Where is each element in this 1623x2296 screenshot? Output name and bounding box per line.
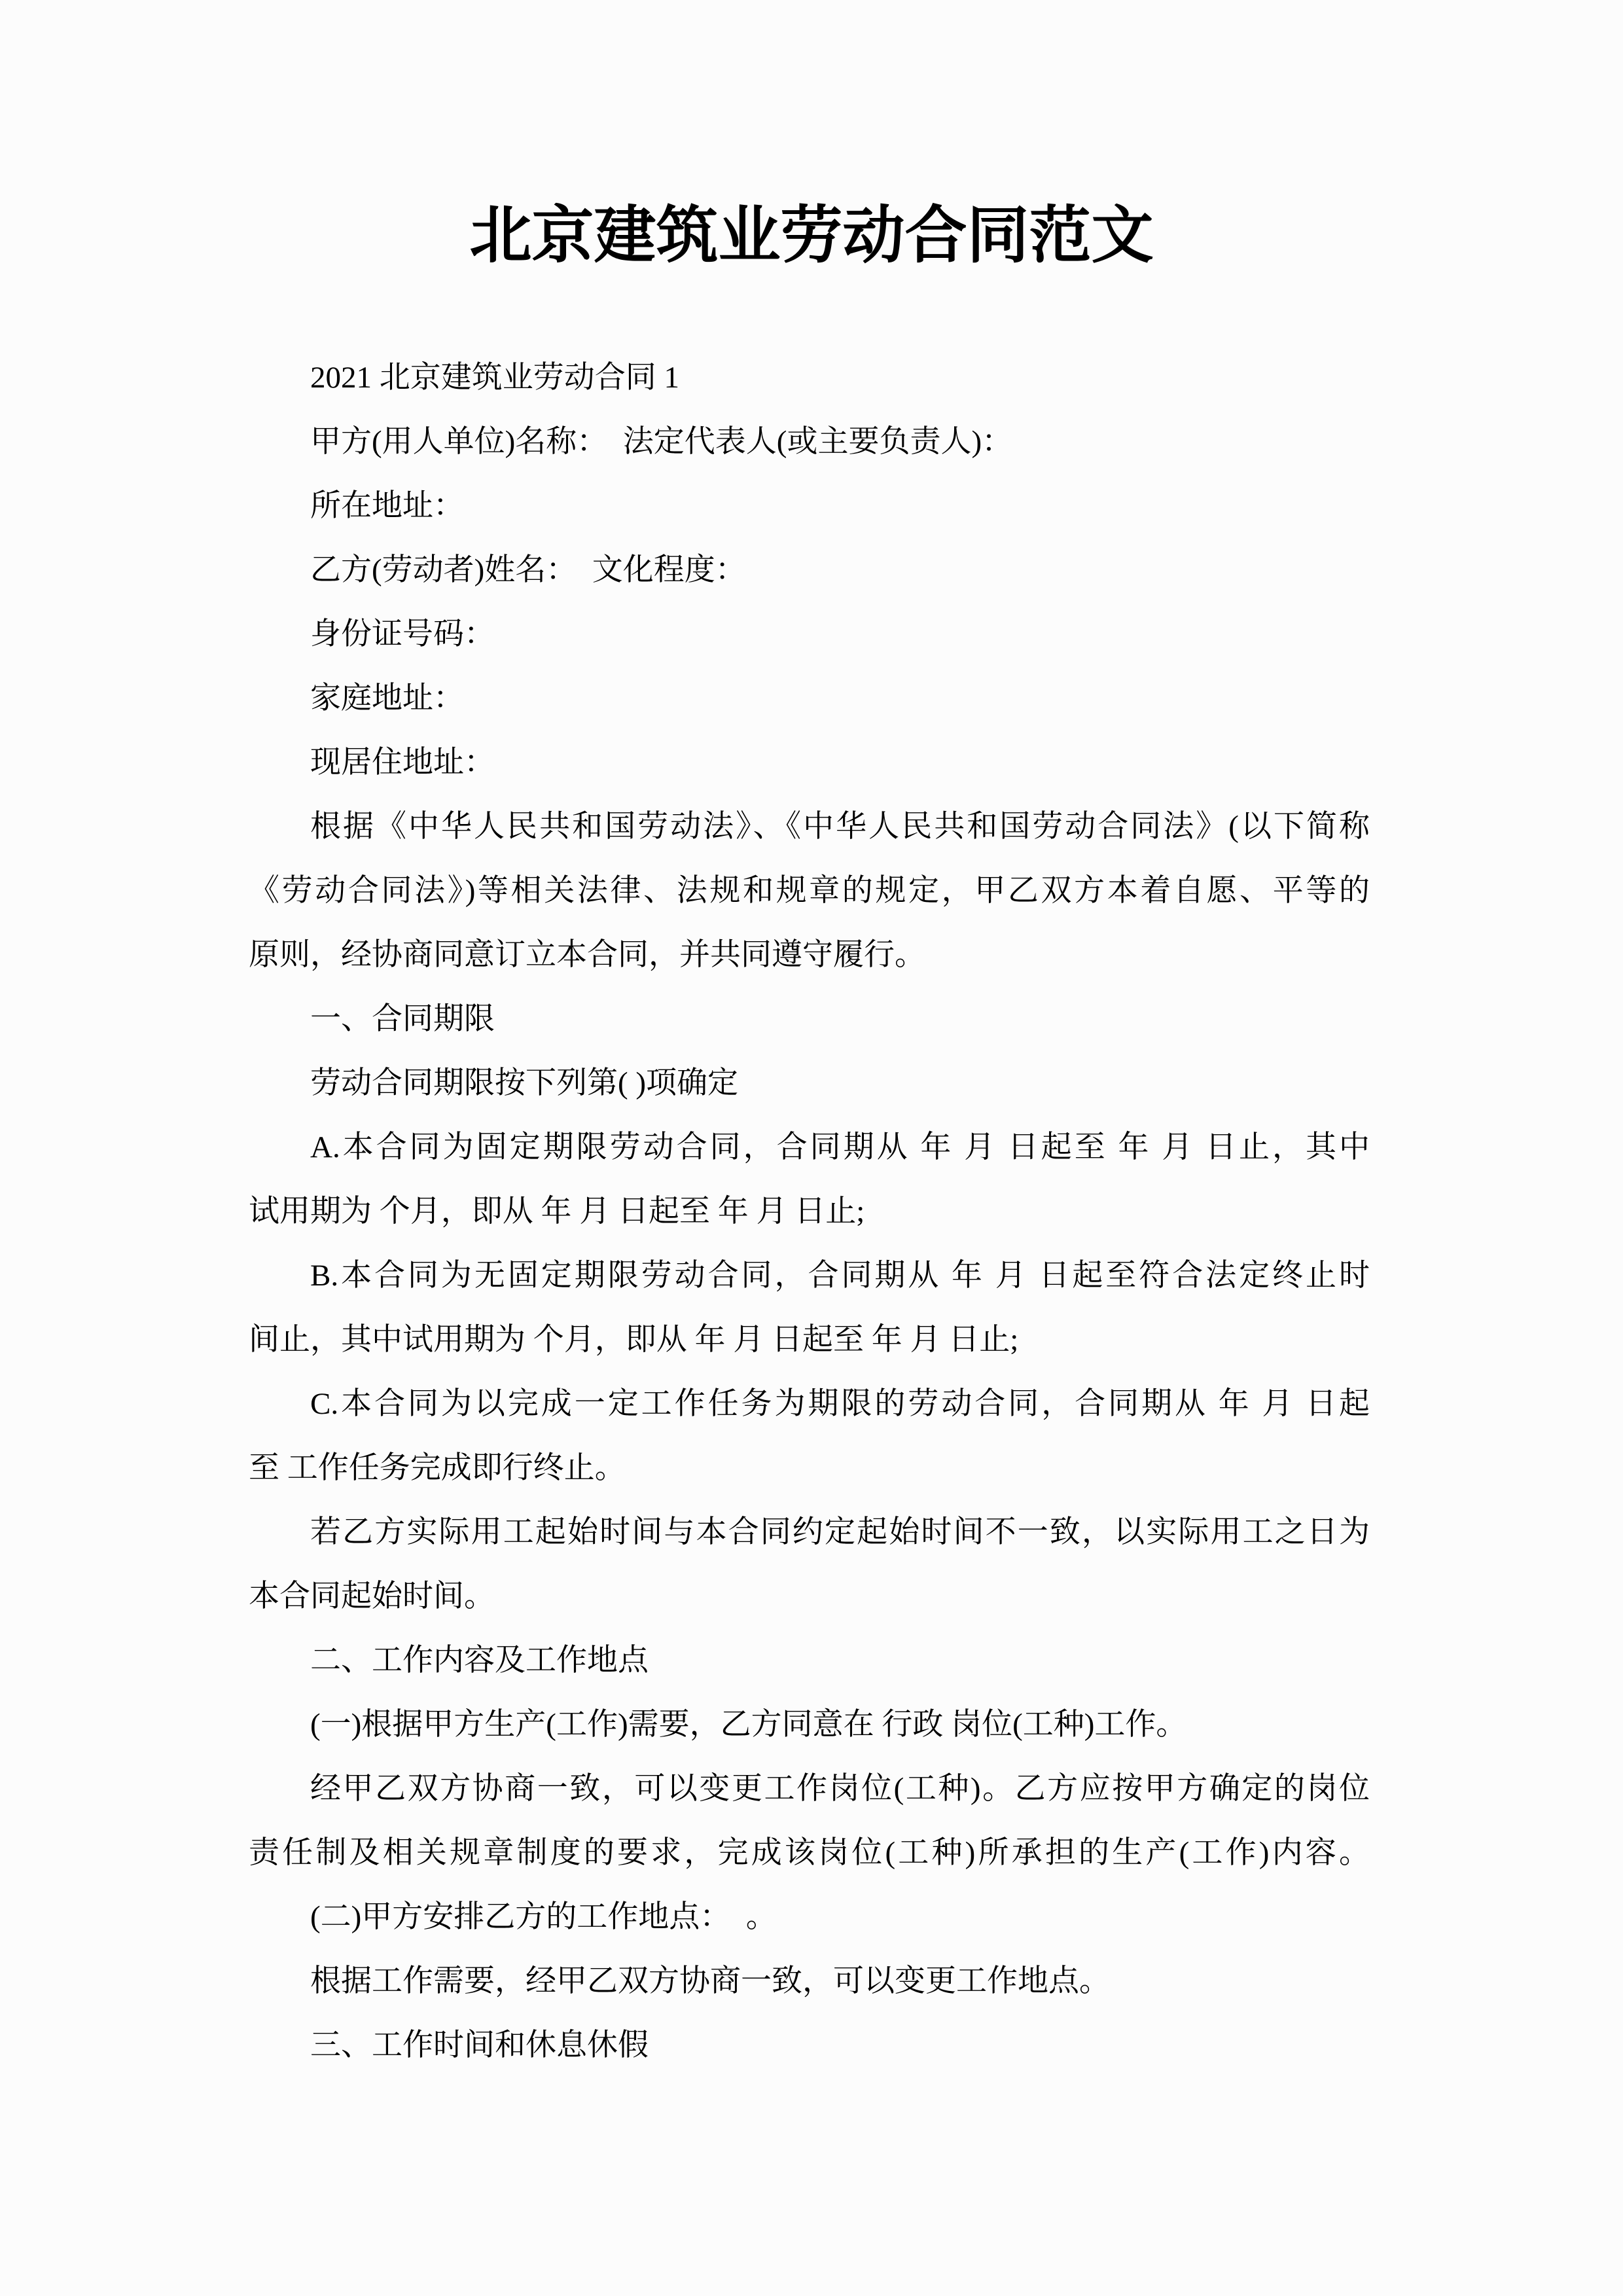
text-line: 根据《中华人民共和国劳动法》、《中华人民共和国劳动合同法》(以下简称 xyxy=(310,810,1370,844)
text-line: 原则，经协商同意订立本合同，并共同遵守履行。 xyxy=(249,938,925,972)
text-line: 经甲乙双方协商一致，可以变更工作岗位(工种)。乙方应按甲方确定的岗位 xyxy=(310,1772,1370,1806)
text-line: A.本合同为固定期限劳动合同，合同期从 年 月 日起至 年 月 日止，其中 xyxy=(310,1130,1370,1164)
text-line: 三、工作时间和休息休假 xyxy=(310,2028,649,2062)
text-line: 根据工作需要，经甲乙双方协商一致，可以变更工作地点。 xyxy=(310,1964,1110,1998)
text-line: 二、工作内容及工作地点 xyxy=(310,1643,649,1677)
text-line: 至 工作任务完成即行终止。 xyxy=(249,1451,626,1485)
document-title: 北京建筑业劳动合同范文 xyxy=(469,201,1154,270)
text-line: (二)甲方安排乙方的工作地点： 。 xyxy=(310,1900,777,1934)
text-line: 身份证号码： xyxy=(310,617,495,651)
text-line: B.本合同为无固定期限劳动合同，合同期从 年 月 日起至符合法定终止时 xyxy=(310,1259,1370,1293)
text-line: 试用期为 个月，即从 年 月 日起至 年 月 日止; xyxy=(249,1194,865,1229)
text-line: 责任制及相关规章制度的要求，完成该岗位(工种)所承担的生产(工作)内容。 xyxy=(249,1836,1370,1870)
text-line: 所在地址： xyxy=(310,489,464,523)
document-body xyxy=(249,346,1370,2077)
text-line: 家庭地址： xyxy=(310,681,464,715)
text-line: 若乙方实际用工起始时间与本合同约定起始时间不一致，以实际用工之日为 xyxy=(310,1515,1370,1549)
text-line: 间止，其中试用期为 个月，即从 年 月 日起至 年 月 日止; xyxy=(249,1323,1019,1357)
text-line: 本合同起始时间。 xyxy=(249,1579,495,1613)
text-line: 劳动合同期限按下列第( )项确定 xyxy=(310,1066,739,1100)
text-line: 甲方(用人单位)名称： 法定代表人(或主要负责人)： xyxy=(310,425,1013,459)
text-line: 一、合同期限 xyxy=(310,1002,495,1036)
text-line: 乙方(劳动者)姓名： 文化程度： xyxy=(310,553,746,587)
text-line: 2021 北京建筑业劳动合同 1 xyxy=(310,361,679,395)
text-line: 《劳动合同法》)等相关法律、法规和规章的规定，甲乙双方本着自愿、平等的 xyxy=(249,874,1370,908)
text-line: (一)根据甲方生产(工作)需要，乙方同意在 行政 岗位(工种)工作。 xyxy=(310,1708,1187,1742)
text-line: C.本合同为以完成一定工作任务为期限的劳动合同，合同期从 年 月 日起 xyxy=(310,1387,1370,1421)
text-line: 现居住地址： xyxy=(310,745,495,780)
